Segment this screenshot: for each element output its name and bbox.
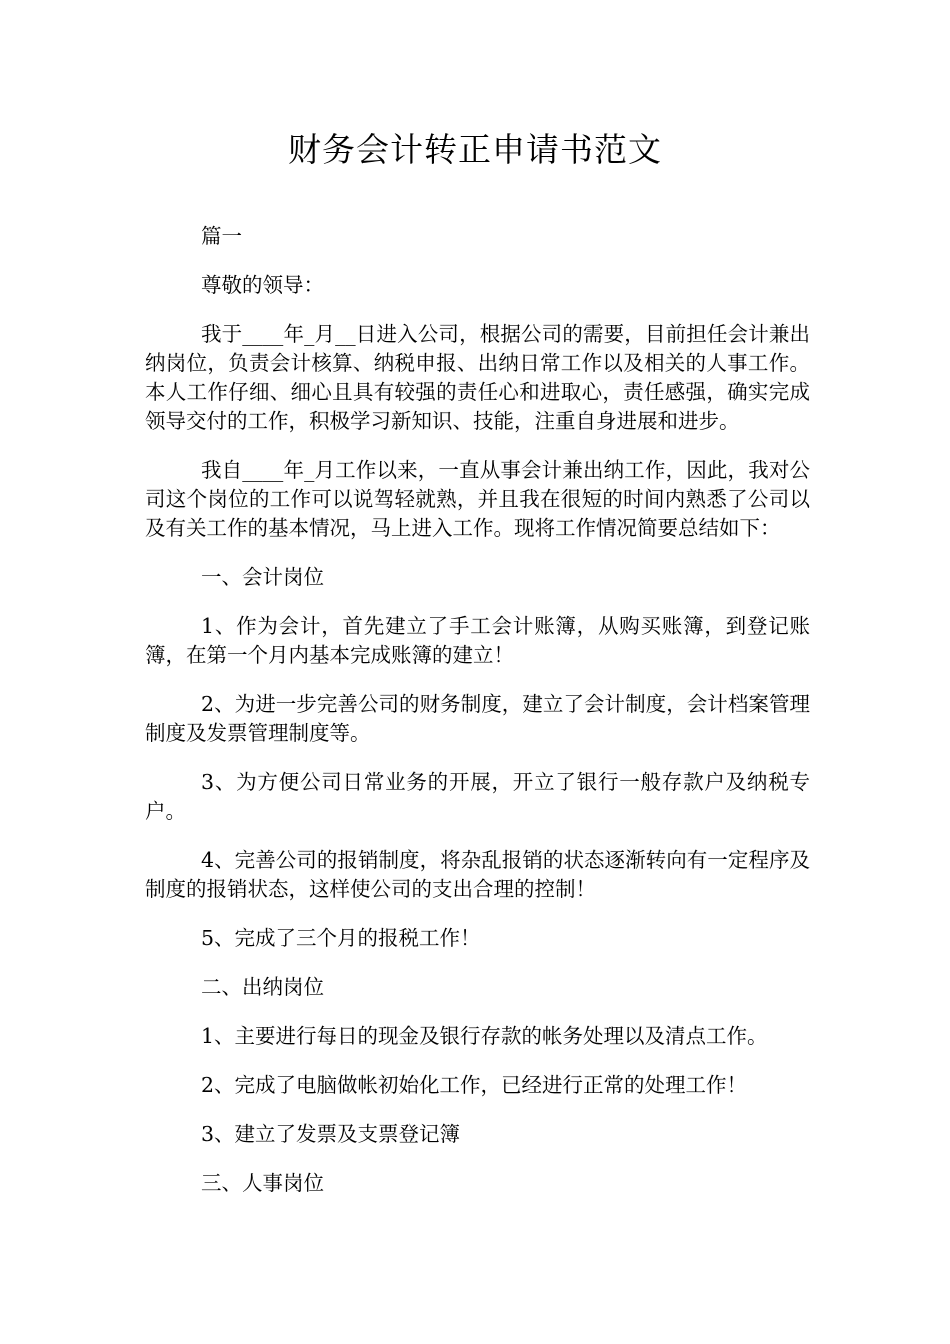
document-title: 财务会计转正申请书范文	[288, 130, 662, 169]
body-paragraph: 我于____年_月__日进入公司，根据公司的需要，目前担任会计兼出纳岗位，负责会计核算、纳税申报、出纳日常工作以及相关的人事工作。本人工作仔细、细心且具有较强的责任心和进取心，责任感强，确实完成领导交付的工作，积极学习新知识、技能，注重自身进展和进步。	[145, 322, 810, 433]
list-item: 5、完成了三个月的报税工作！	[201, 926, 481, 950]
list-item: 1、作为会计，首先建立了手工会计账簿，从购买账簿，到登记账簿，在第一个月内基本完成账簿的建立！	[145, 614, 810, 667]
section-heading: 一、会计岗位	[201, 565, 324, 589]
list-item: 3、为方便公司日常业务的开展，开立了银行一般存款户及纳税专户。	[145, 770, 810, 823]
list-item: 3、建立了发票及支票登记簿	[201, 1122, 461, 1146]
body-paragraph: 我自____年_月工作以来，一直从事会计兼出纳工作，因此，我对公司这个岗位的工作可以说驾轻就熟，并且我在很短的时间内熟悉了公司以及有关工作的基本情况，马上进入工作。现将工作情况简要总结如下：	[145, 458, 810, 540]
list-item: 2、为进一步完善公司的财务制度，建立了会计制度，会计档案管理制度及发票管理制度等。	[145, 692, 810, 745]
list-item: 2、完成了电脑做帐初始化工作，已经进行正常的处理工作！	[201, 1073, 748, 1097]
section-heading: 三、人事岗位	[201, 1171, 324, 1195]
document-body	[145, 222, 810, 1218]
section-label: 篇一	[201, 224, 242, 248]
salutation: 尊敬的领导：	[201, 273, 324, 297]
list-item: 1、主要进行每日的现金及银行存款的帐务处理以及清点工作。	[201, 1024, 768, 1048]
list-item: 4、完善公司的报销制度，将杂乱报销的状态逐渐转向有一定程序及制度的报销状态，这样使公司的支出合理的控制！	[145, 848, 810, 901]
section-heading: 二、出纳岗位	[201, 975, 324, 999]
